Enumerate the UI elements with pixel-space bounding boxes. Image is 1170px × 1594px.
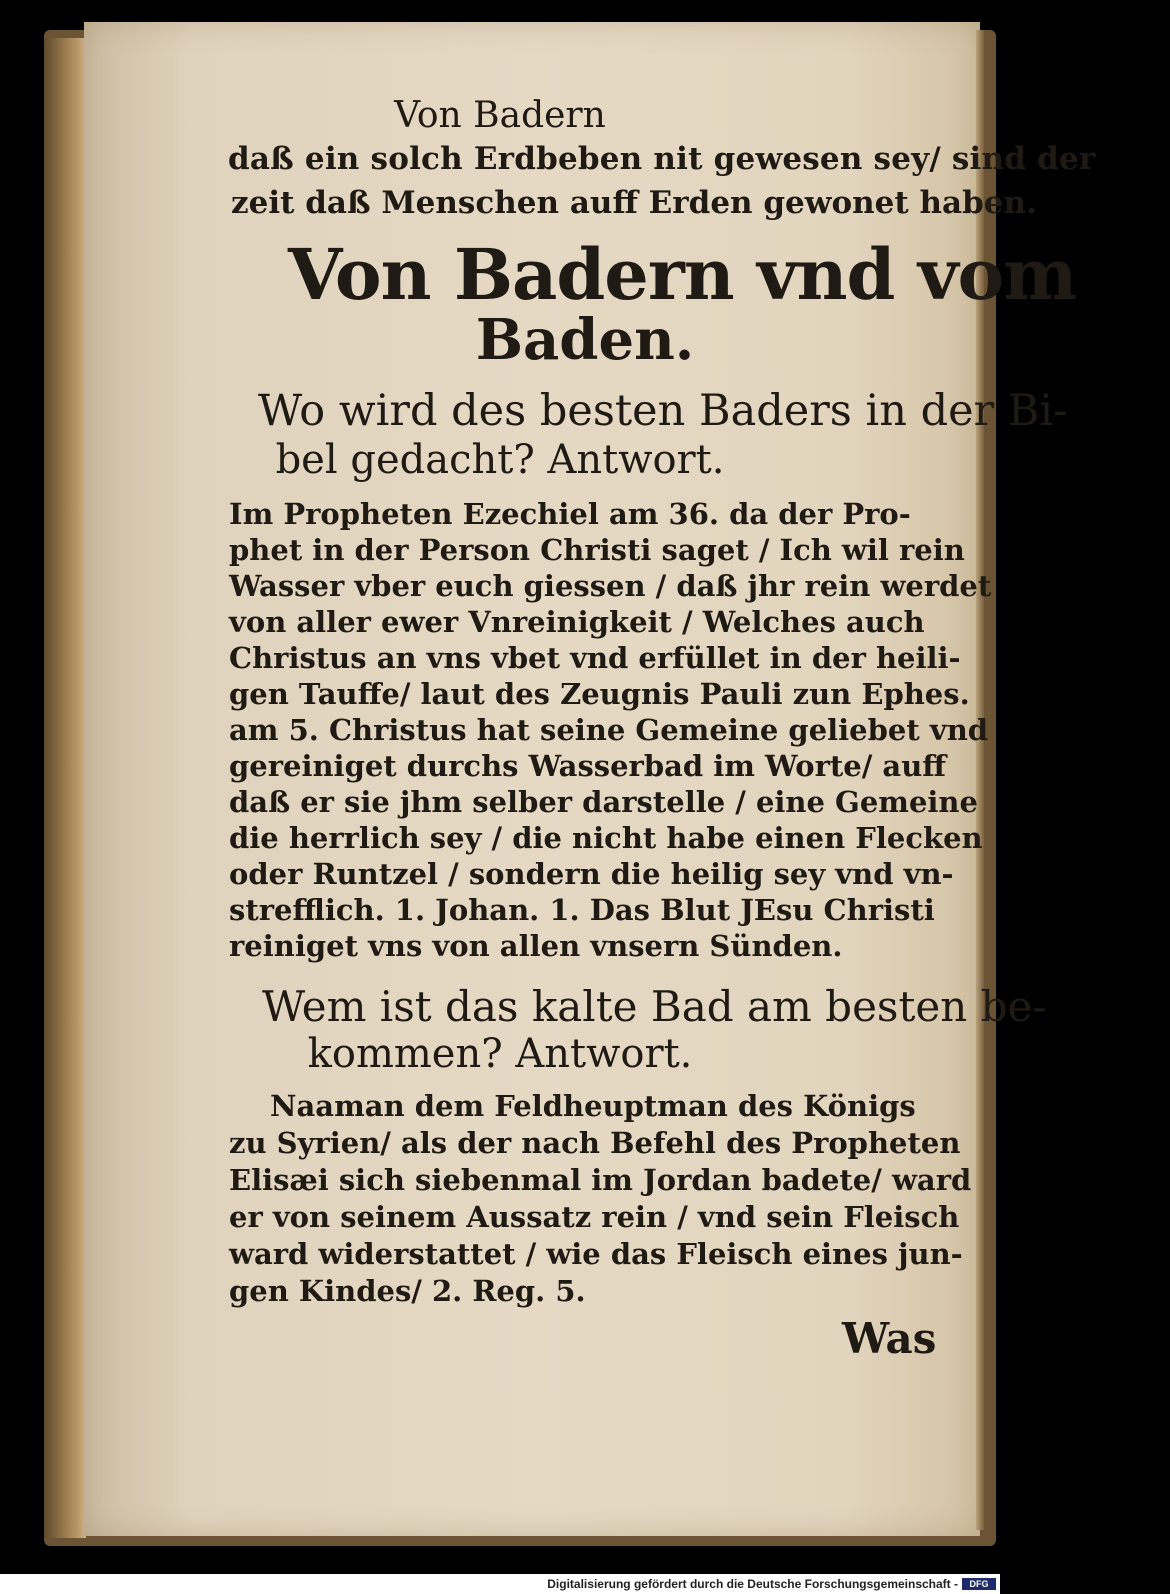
answer-line: ward widerstattet / wie das Fleisch eines jun- (229, 1237, 963, 1271)
answer-line: oder Runtzel / sondern die heilig sey vnd vn- (229, 857, 954, 891)
answer-line: die herrlich sey / die nicht habe einen Flecken (229, 821, 983, 855)
answer-line: daß er sie jhm selber darstelle / eine Gemeine (229, 785, 978, 819)
answer-line: strefflich. 1. Johan. 1. Das Blut JEsu Christi (229, 893, 935, 927)
dfg-logo-icon: DFG (962, 1578, 996, 1590)
page-stack-edge (44, 38, 86, 1538)
question-heading: Wo wird des besten Baders in der Bi- (258, 386, 1068, 436)
answer-line: von aller ewer Vnreinigkeit / Welches auch (229, 605, 925, 639)
running-head: Von Badern (394, 95, 606, 136)
answer-line: gereiniget durchs Wasserbad im Worte/ auff (229, 749, 947, 783)
answer-line: phet in der Person Christi saget / Ich wil rein (229, 533, 965, 567)
footer-credit: Digitalisierung gefördert durch die Deutsche Forschungsgemeinschaft - (547, 1577, 958, 1591)
intro-line: zeit daß Menschen auff Erden gewonet haben. (231, 185, 1037, 221)
answer-line: Naaman dem Feldheuptman des Königs (270, 1089, 916, 1123)
intro-line: daß ein solch Erdbeben nit gewesen sey/ sind der (228, 141, 1096, 177)
answer-line: Elisæi sich siebenmal im Jordan badete/ ward (229, 1163, 972, 1197)
answer-line: er von seinem Aussatz rein / vnd sein Fleisch (229, 1200, 960, 1234)
answer-line: Christus an vns vbet vnd erfüllet in der heili- (229, 641, 961, 675)
answer-line: am 5. Christus hat seine Gemeine geliebet vnd (229, 713, 989, 747)
question-heading: bel gedacht? Antwort. (275, 437, 725, 483)
answer-line: zu Syrien/ als der nach Befehl des Propheten (229, 1126, 961, 1160)
section-title: Baden. (475, 307, 695, 373)
question-heading: Wem ist das kalte Bad am besten be- (262, 982, 1047, 1031)
answer-line: Wasser vber euch giessen / daß jhr rein werdet (229, 569, 992, 603)
catchword: Was (842, 1314, 937, 1363)
answer-line: gen Kindes/ 2. Reg. 5. (229, 1274, 586, 1308)
section-title: Von Badern vnd vom (288, 233, 1077, 316)
answer-line: Im Propheten Ezechiel am 36. da der Pro- (229, 497, 911, 531)
answer-line: gen Tauffe/ laut des Zeugnis Pauli zun Ephes. (229, 677, 970, 711)
answer-line: reiniget vns von allen vnsern Sünden. (229, 929, 843, 963)
question-heading: kommen? Antwort. (307, 1031, 693, 1077)
